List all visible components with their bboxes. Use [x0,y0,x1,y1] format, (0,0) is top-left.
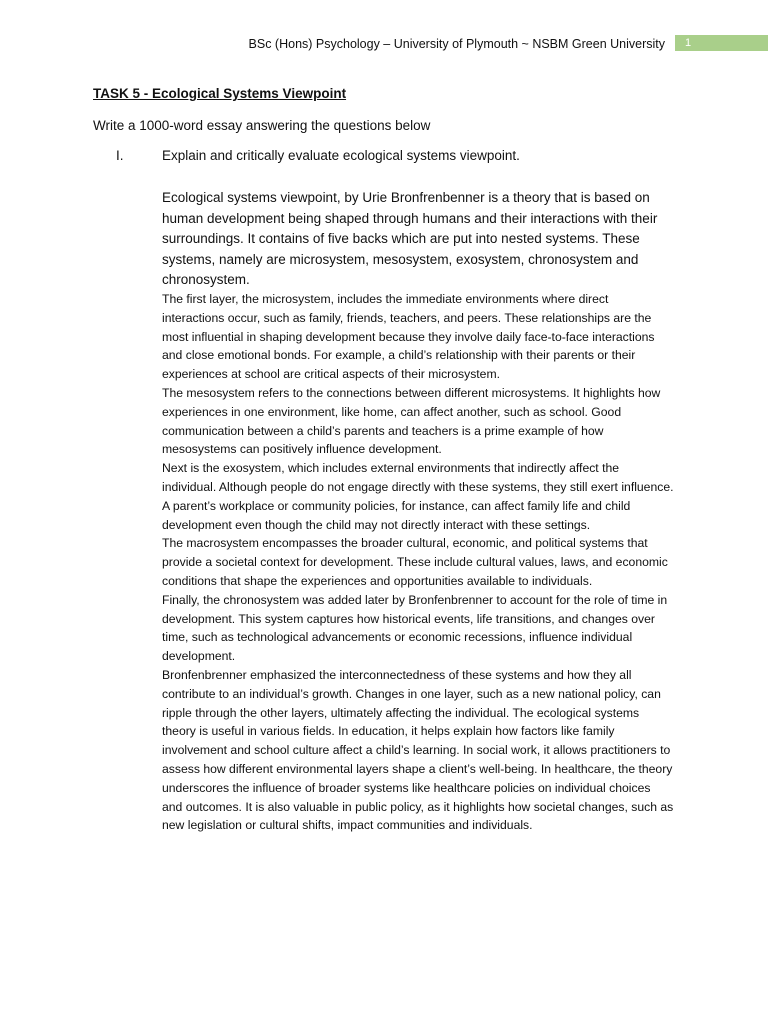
question-number: I. [116,148,124,163]
paragraph-interconnectedness: Bronfenbrenner emphasized the interconnectedness of these systems and how they all contribute to an individual’s growth. Changes in one layer, such as a new national policy, can ripple through the other layers, ultimately affecting the individual. The ecological systems theory is useful in various fields. In education, it helps explain how factors like family involvement and school culture affect a child’s learning. In social work, it allows practitioners to assess how different environmental layers shape a client’s well-being. In healthcare, the theory underscores the influence of broader systems like healthcare policies on individual choices and outcomes. It is also valuable in public policy, as it highlights how societal changes, such as new legislation or cultural shifts, impact communities and individuals. [162,667,674,833]
page-number-badge: 1 [675,35,768,51]
paragraph-mesosystem: The mesosystem refers to the connections between different microsystems. It highlights how experiences in one environment, like home, can affect another, such as school. Good communication between a child’s parents and teachers is a prime example of how mesosystems can positively influence development. [162,385,661,457]
paragraph-microsystem: The first layer, the microsystem, includes the immediate environments where direct interactions occur, such as family, friends, teachers, and peers. These relationships are the most influential in shaping development because they involve daily face-to-face interactions and close emotional bonds. For example, a child’s relationship with their parents or their experiences at school are critical aspects of their microsystem. [162,292,655,382]
paragraph-chronosystem: Finally, the chronosystem was added later by Bronfenbrenner to account for the role of time in development. This system captures how historical events, life transitions, and changes over time, such as technological advancements or economic recessions, influence individual development. [162,592,668,664]
question-text: Explain and critically evaluate ecological systems viewpoint. [162,148,520,163]
page-header [0,35,768,52]
header-text: BSc (Hons) Psychology – University of Plymouth ~ NSBM Green University [248,37,665,51]
paragraph-macrosystem: The macrosystem encompasses the broader cultural, economic, and political systems that provide a societal context for development. These include cultural values, laws, and economic conditions that shape the experiences and opportunities available to individuals. [162,536,668,588]
essay-instructions: Write a 1000-word essay answering the questions below [93,118,431,133]
essay-body [162,290,674,835]
paragraph-exosystem: Next is the exosystem, which includes external environments that indirectly affect the individual. Although people do not engage directly with these systems, they still exert influence. A parent’s workplace or community policies, for instance, can affect family life and child development even though the child may not directly interact with these settings. [162,461,674,532]
task-title: TASK 5 - Ecological Systems Viewpoint [93,86,347,101]
intro-paragraph: Ecological systems viewpoint, by Urie Bronfrenbenner is a theory that is based on human development being shaped through humans and their interactions with their surroundings. It contains of five backs which are put into nested systems. These systems, namely are microsystem, mesosystem, exosystem, chronosystem and chronosystem. [162,190,658,287]
